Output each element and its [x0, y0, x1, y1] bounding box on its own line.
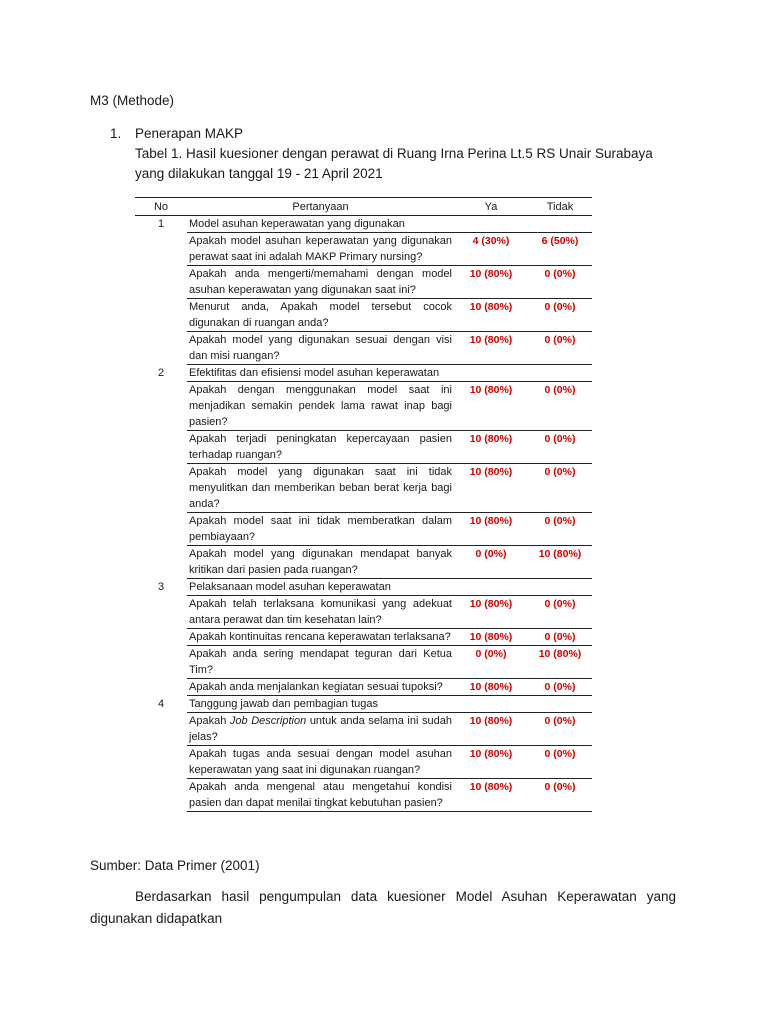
question-text: Apakah tugas anda sesuai dengan model asuhan keperawatan yang saat ini digunakan ruangan?: [187, 746, 454, 779]
section-number: 4: [157, 697, 165, 710]
list-item: [110, 124, 655, 184]
table-section-row: [135, 216, 592, 233]
question-text: Apakah dengan menggunakan model saat ini menjadikan semakin pendek lama rawat inap bagi pasien?: [187, 382, 454, 431]
answer-yes-value: 10 (80%): [454, 266, 528, 299]
answer-no-value: 0 (0%): [528, 464, 592, 513]
table-row: [135, 679, 592, 696]
question-text: Apakah model yang digunakan sesuai dengan visi dan misi ruangan?: [187, 332, 454, 365]
table-body: [135, 216, 592, 812]
table-row: [135, 746, 592, 779]
table-row: [135, 299, 592, 332]
header-yes: Ya: [454, 198, 528, 216]
section-title: Tanggung jawab dan pembagian tugas: [187, 696, 454, 713]
empty-cell: [528, 696, 592, 713]
answer-no-value: 6 (50%): [528, 233, 592, 266]
answer-no-value: 0 (0%): [528, 629, 592, 646]
table-row: [135, 779, 592, 812]
table-section-row: [135, 696, 592, 713]
answer-yes-value: 10 (80%): [454, 779, 528, 812]
body-paragraph: Berdasarkan hasil pengumpulan data kuesioner Model Asuhan Keperawatan yang digunakan didapatkan: [90, 889, 676, 926]
empty-cell: [454, 216, 528, 233]
answer-yes-value: 10 (80%): [454, 382, 528, 431]
section-title: Efektifitas dan efisiensi model asuhan keperawatan: [187, 365, 454, 382]
empty-cell: [528, 216, 592, 233]
answer-yes-value: 10 (80%): [454, 513, 528, 546]
answer-yes-value: 10 (80%): [454, 629, 528, 646]
empty-cell: [135, 596, 187, 629]
header-no: No: [135, 198, 187, 216]
answer-yes-value: 10 (80%): [454, 299, 528, 332]
question-text: Apakah anda mengenal atau mengetahui kondisi pasien dan dapat menilai tingkat kebutuhan pasien?: [187, 779, 454, 812]
question-text: Apakah model saat ini tidak memberatkan dalam pembiayaan?: [187, 513, 454, 546]
answer-no-value: 0 (0%): [528, 266, 592, 299]
answer-no-value: 0 (0%): [528, 746, 592, 779]
table-caption: Tabel 1. Hasil kuesioner dengan perawat di Ruang Irna Perina Lt.5 RS Unair Surabaya yang dilakukan tanggal 19 - 21 April 2021: [135, 146, 653, 181]
table-row: [135, 596, 592, 629]
header-question: Pertanyaan: [187, 198, 454, 216]
empty-cell: [135, 713, 187, 746]
table-row: [135, 629, 592, 646]
answer-no-value: 10 (80%): [528, 646, 592, 679]
empty-cell: [528, 579, 592, 596]
source-note: Sumber: Data Primer (2001): [90, 858, 260, 873]
empty-cell: [135, 431, 187, 464]
answer-yes-value: 0 (0%): [454, 546, 528, 579]
empty-cell: [454, 365, 528, 382]
answer-no-value: 0 (0%): [528, 299, 592, 332]
question-text-part: untuk anda selama ini sudah jelas?: [189, 715, 452, 743]
question-text: [187, 713, 454, 746]
table-row: [135, 431, 592, 464]
table-row: [135, 382, 592, 431]
answer-yes-value: 0 (0%): [454, 646, 528, 679]
empty-cell: [135, 779, 187, 812]
section-number: 2: [157, 366, 165, 379]
list-item-title: Penerapan MAKP: [135, 126, 244, 141]
empty-cell: [135, 629, 187, 646]
answer-no-value: 0 (0%): [528, 596, 592, 629]
empty-cell: [135, 679, 187, 696]
empty-cell: [135, 332, 187, 365]
empty-cell: [135, 382, 187, 431]
question-text-part: Apakah: [189, 715, 230, 727]
question-text: Apakah model asuhan keperawatan yang digunakan perawat saat ini adalah MAKP Primary nursing?: [187, 233, 454, 266]
empty-cell: [135, 266, 187, 299]
question-text: Apakah model yang digunakan mendapat banyak kritikan dari pasien pada ruangan?: [187, 546, 454, 579]
question-text: Apakah anda mengerti/memahami dengan model asuhan keperawatan yang digunakan saat ini?: [187, 266, 454, 299]
answer-yes-value: 10 (80%): [454, 332, 528, 365]
question-text: Apakah telah terlaksana komunikasi yang adekuat antara perawat dan tim kesehatan lain?: [187, 596, 454, 629]
question-text: Apakah model yang digunakan saat ini tidak menyulitkan dan memberikan beban berat kerja bagi anda?: [187, 464, 454, 513]
empty-cell: [528, 365, 592, 382]
answer-no-value: 0 (0%): [528, 779, 592, 812]
section-title: Pelaksanaan model asuhan keperawatan: [187, 579, 454, 596]
empty-cell: [454, 579, 528, 596]
empty-cell: [135, 299, 187, 332]
table-row: [135, 233, 592, 266]
section-number: 1: [157, 218, 165, 230]
answer-yes-value: 10 (80%): [454, 679, 528, 696]
table-row: [135, 646, 592, 679]
empty-cell: [135, 233, 187, 266]
header-no-answer: Tidak: [528, 198, 592, 216]
question-text-emphasis: Job Description: [229, 715, 307, 727]
answer-yes-value: 10 (80%): [454, 431, 528, 464]
empty-cell: [135, 646, 187, 679]
answer-no-value: 0 (0%): [528, 713, 592, 746]
empty-cell: [135, 746, 187, 779]
section-heading: M3 (Methode): [90, 93, 175, 108]
question-text: Apakah kontinuitas rencana keperawatan terlaksana?: [187, 629, 454, 646]
answer-no-value: 0 (0%): [528, 431, 592, 464]
answer-no-value: 0 (0%): [528, 513, 592, 546]
table-row: [135, 513, 592, 546]
answer-no-value: 0 (0%): [528, 382, 592, 431]
table-section-row: [135, 365, 592, 382]
table-row: [135, 266, 592, 299]
table-section-row: [135, 579, 592, 596]
questionnaire-table: [135, 197, 592, 812]
empty-cell: [454, 696, 528, 713]
question-text: Apakah terjadi peningkatan kepercayaan pasien terhadap ruangan?: [187, 431, 454, 464]
answer-no-value: 0 (0%): [528, 332, 592, 365]
section-title: Model asuhan keperawatan yang digunakan: [187, 216, 454, 233]
question-text: Menurut anda, Apakah model tersebut cocok digunakan di ruangan anda?: [187, 299, 454, 332]
answer-no-value: 10 (80%): [528, 546, 592, 579]
question-text: Apakah anda menjalankan kegiatan sesuai tupoksi?: [187, 679, 454, 696]
question-text: Apakah anda sering mendapat teguran dari Ketua Tim?: [187, 646, 454, 679]
table-row: [135, 713, 592, 746]
table-header-row: [135, 198, 592, 216]
table-row: [135, 546, 592, 579]
section-number: 3: [157, 580, 165, 593]
empty-cell: [135, 513, 187, 546]
list-item-number: 1.: [110, 126, 122, 141]
empty-cell: [135, 464, 187, 513]
answer-yes-value: 10 (80%): [454, 464, 528, 513]
table-row: [135, 464, 592, 513]
answer-yes-value: 10 (80%): [454, 713, 528, 746]
answer-yes-value: 4 (30%): [454, 233, 528, 266]
answer-no-value: 0 (0%): [528, 679, 592, 696]
answer-yes-value: 10 (80%): [454, 746, 528, 779]
table-row: [135, 332, 592, 365]
answer-yes-value: 10 (80%): [454, 596, 528, 629]
empty-cell: [135, 546, 187, 579]
